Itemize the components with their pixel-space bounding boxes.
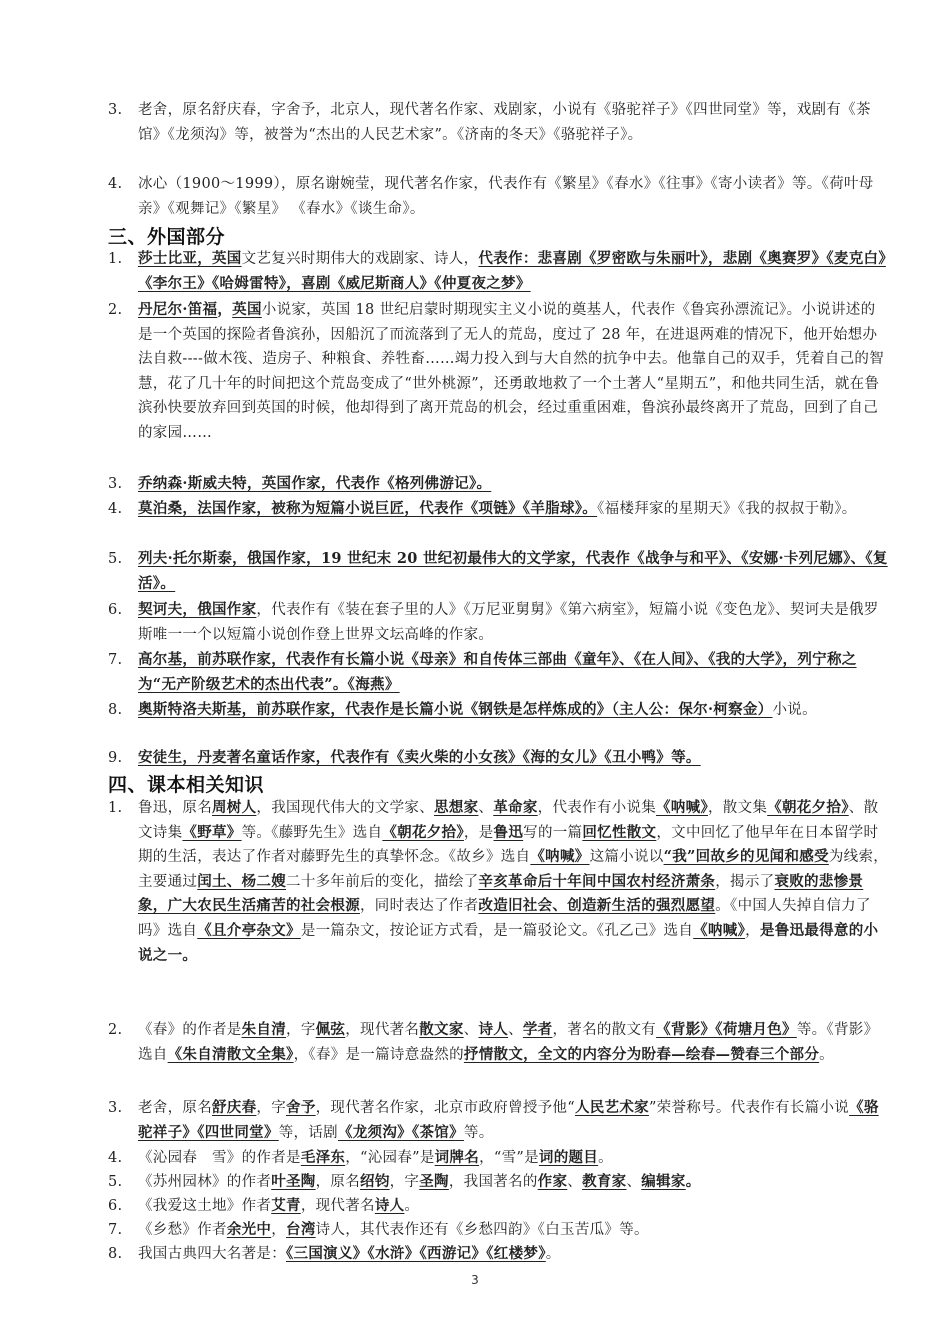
- list-item: [108, 98, 890, 147]
- list-item: 6. 契诃夫，俄国作家，代表作有《装在套子里的人》《万尼亚舅舅》《第六病室》，短篇小说《变色龙》、契诃夫是俄罗斯唯一一个以短篇小说创作登上世界文坛高峰的作家。: [108, 601, 879, 643]
- item-text: 老舍，原名舒庆春，字舍予，北京人，现代著名作家、戏剧家，小说有《骆驼祥子》《四世同堂》等，戏剧有《茶馆》《龙须沟》等，被誉为“杰出的人民艺术家”。《济南的冬天》《骆驼祥子》。: [138, 102, 871, 143]
- list-item: 2. 丹尼尔·笛福，英国小说家，英国 18 世纪启蒙时期现实主义小说的奠基人，代表作《鲁宾孙漂流记》。小说讲述的是一个英国的探险者鲁滨孙，因船沉了而流落到了无人的荒岛，度过了 28 年，在进退两难的情况下，他开始想办法自救----做木筏、造房子、种粮食、养牲畜……竭力投入到与大自然的抗争中去。他靠自己的双手，凭着自己的智慧，花了几十年的时间把这个荒岛变成了“世外桃源”，还勇敢地救了一个土著人“星期五”，和他共同生活，就在鲁滨孙快要放弃回到英国的时候，他却得到了离开荒岛的机会，经过重重困难，鲁滨孙最终离开了荒岛，回到了自己的家园……: [108, 301, 884, 441]
- list-item: 7. 高尔基，前苏联作家，代表作有长篇小说《母亲》和自传体三部曲《童年》、《在人间》、《我的大学》，列宁称之为“无产阶级艺术的杰出代表”。《海燕》: [108, 651, 857, 693]
- list-item: 3. 乔纳森·斯威夫特，英国作家，代表作《格列佛游记》。: [108, 475, 492, 492]
- list-item: 5. 《苏州园林》的作者叶圣陶，原名绍钧，字圣陶，我国著名的作家、教育家、编辑家。: [108, 1173, 701, 1190]
- section-heading-foreign: 三、外国部分: [108, 226, 226, 248]
- item-number: 3.: [108, 102, 123, 118]
- list-item: 4. 《沁园春 雪》的作者是毛泽东，“沁园春”是词牌名，“雪”是词的题目。: [108, 1149, 613, 1166]
- item-text: 冰心（1900～1999），原名谢婉莹，现代著名作家，代表作有《繁星》《春水》《往事》《寄小读者》等。《荷叶母亲》《观舞记》《繁星》 《春水》《谈生命》。: [138, 176, 874, 217]
- list-item: 1. 莎士比亚，英国文艺复兴时期伟大的戏剧家、诗人，代表作：悲喜剧《罗密欧与朱丽叶》，悲剧《奥赛罗》《麦克白》《李尔王》《哈姆雷特》，喜剧《威尼斯商人》《仲夏夜之梦》: [108, 250, 886, 292]
- page-number: 3: [471, 1273, 479, 1287]
- list-item: 2. 《春》的作者是朱自清，字佩弦，现代著名散文家、诗人、学者，著名的散文有《背影》《荷塘月色》等。《背影》选自《朱自清散文全集》，《春》是一篇诗意盎然的抒情散文，全文的内容分为盼春—绘春—赞春三个部分。: [108, 1021, 879, 1063]
- list-item: 7. 《乡愁》作者余光中，台湾诗人，其代表作还有《乡愁四韵》《白玉苦瓜》等。: [108, 1221, 649, 1238]
- item-number: 4.: [108, 176, 123, 192]
- list-item: 6. 《我爱这土地》作者艾青，现代著名诗人。: [108, 1197, 420, 1214]
- list-item: 1. 鲁迅，原名周树人，我国现代伟大的文学家、思想家、革命家，代表作有小说集《呐喊》，散文集《朝花夕拾》、散文诗集《野草》等。《藤野先生》选自《朝花夕拾》，是鲁迅写的一篇回忆性散文，文中回忆了他早年在日本留学时期的生活，表达了作者对藤野先生的真挚怀念。《故乡》选自《呐喊》这篇小说以“我”回故乡的见闻和感受为线索，主要通过闰土、杨二嫂二十多年前后的变化，描绘了辛亥革命后十年间中国农村经济萧条，揭示了衰败的悲惨景象，广大农民生活痛苦的社会根源，同时表达了作者改造旧社会、创造新生活的强烈愿望。《中国人失掉自信力了吗》选自《且介亭杂文》是一篇杂文，按论证方式看，是一篇驳论文。《孔乙己》选自《呐喊》，是鲁迅最得意的小说之一。: [108, 799, 889, 964]
- list-item: 4. 莫泊桑，法国作家，被称为短篇小说巨匠，代表作《项链》《羊脂球》。《福楼拜家的星期天》《我的叔叔于勒》。: [108, 500, 857, 517]
- list-item: 8. 奥斯特洛夫斯基，前苏联作家，代表作是长篇小说《钢铁是怎样炼成的》（主人公：保尔·柯察金）小说。: [108, 701, 817, 718]
- list-item: 9. 安徒生，丹麦著名童话作家，代表作有《卖火柴的小女孩》《海的女儿》《丑小鸭》等。: [108, 749, 701, 766]
- list-item: [108, 172, 890, 221]
- list-item: 3. 老舍，原名舒庆春，字舍予，现代著名作家，北京市政府曾授予他“人民艺术家”荣誉称号。代表作有长篇小说《骆驼祥子》《四世同堂》等，话剧《龙须沟》《茶馆》等。: [108, 1099, 879, 1141]
- section-heading-textbook: 四、课本相关知识: [108, 774, 265, 796]
- list-item: 8. 我国古典四大名著是：《三国演义》《水浒》《西游记》《红楼梦》。: [108, 1245, 561, 1262]
- list-item: 5. 列夫·托尔斯泰，俄国作家，19 世纪末 20 世纪初最伟大的文学家，代表作《战争与和平》、《安娜·卡列尼娜》、《复活》。: [108, 550, 888, 592]
